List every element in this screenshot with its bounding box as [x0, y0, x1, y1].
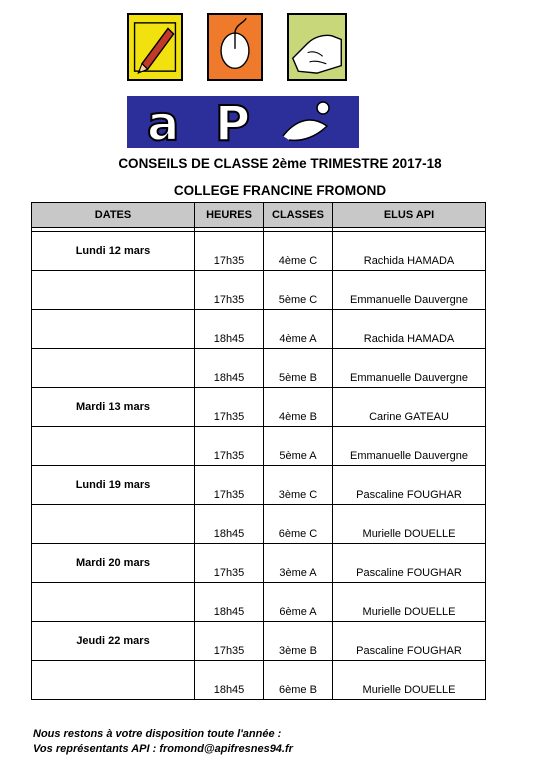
table-header-row [32, 203, 486, 228]
time-cell: 18h45 [195, 583, 264, 622]
column-header-classes: CLASSES [264, 203, 333, 228]
time-cell: 17h35 [195, 622, 264, 661]
table-row [32, 466, 486, 505]
elu-cell: Murielle DOUELLE [333, 505, 486, 544]
date-cell [32, 661, 195, 700]
date-cell [32, 427, 195, 466]
date-cell [32, 583, 195, 622]
api-logo [127, 13, 359, 148]
class-cell: 4ème C [264, 232, 333, 271]
elu-cell: Murielle DOUELLE [333, 661, 486, 700]
class-cell: 4ème B [264, 388, 333, 427]
class-cell: 6ème A [264, 583, 333, 622]
elu-cell: Emmanuelle Dauvergne [333, 427, 486, 466]
date-cell: Mardi 20 mars [32, 544, 195, 583]
table-row [32, 427, 486, 466]
pencil-icon [127, 13, 183, 81]
class-cell: 4ème A [264, 310, 333, 349]
table-row [32, 622, 486, 661]
class-cell: 3ème C [264, 466, 333, 505]
time-cell: 17h35 [195, 544, 264, 583]
logo-letter-p: P [215, 96, 251, 148]
column-header-heures: HEURES [195, 203, 264, 228]
page-title: CONSEILS DE CLASSE 2ème TRIMESTRE 2017-18 [118, 156, 442, 171]
date-cell [32, 271, 195, 310]
class-cell: 5ème A [264, 427, 333, 466]
date-cell: Lundi 12 mars [32, 232, 195, 271]
class-cell: 3ème A [264, 544, 333, 583]
time-cell: 18h45 [195, 310, 264, 349]
time-cell: 17h35 [195, 427, 264, 466]
api-banner [127, 96, 359, 148]
date-cell [32, 505, 195, 544]
column-header-elus: ELUS API [333, 203, 486, 228]
elu-cell: Pascaline FOUGHAR [333, 622, 486, 661]
table-row [32, 661, 486, 700]
logo-letter-a: a [147, 96, 180, 148]
class-cell: 5ème B [264, 349, 333, 388]
mouse-icon [207, 13, 263, 81]
footer-note: Nous restons à votre disposition toute l'année : [33, 728, 282, 740]
elu-cell: Rachida HAMADA [333, 310, 486, 349]
time-cell: 18h45 [195, 661, 264, 700]
time-cell: 17h35 [195, 466, 264, 505]
table-row [32, 388, 486, 427]
class-cell: 3ème B [264, 622, 333, 661]
date-cell [32, 310, 195, 349]
time-cell: 18h45 [195, 505, 264, 544]
table-row [32, 349, 486, 388]
table-row [32, 310, 486, 349]
class-cell: 5ème C [264, 271, 333, 310]
elu-cell: Rachida HAMADA [333, 232, 486, 271]
hand-icon [287, 13, 347, 81]
date-cell: Jeudi 22 mars [32, 622, 195, 661]
date-cell: Mardi 13 mars [32, 388, 195, 427]
time-cell: 18h45 [195, 349, 264, 388]
page-subtitle: COLLEGE FRANCINE FROMOND [173, 183, 387, 198]
elu-cell: Pascaline FOUGHAR [333, 544, 486, 583]
elu-cell: Emmanuelle Dauvergne [333, 271, 486, 310]
class-cell: 6ème C [264, 505, 333, 544]
elu-cell: Pascaline FOUGHAR [333, 466, 486, 505]
table-row [32, 232, 486, 271]
table-row [32, 583, 486, 622]
time-cell: 17h35 [195, 271, 264, 310]
class-cell: 6ème B [264, 661, 333, 700]
time-cell: 17h35 [195, 232, 264, 271]
time-cell: 17h35 [195, 388, 264, 427]
table-row [32, 505, 486, 544]
footer-contact: Vos représentants API : fromond@apifresnes94.fr [33, 743, 293, 755]
table-row [32, 271, 486, 310]
elu-cell: Emmanuelle Dauvergne [333, 349, 486, 388]
column-header-dates: DATES [32, 203, 195, 228]
date-cell: Lundi 19 mars [32, 466, 195, 505]
table-row [32, 544, 486, 583]
date-cell [32, 349, 195, 388]
schedule-table [31, 202, 486, 700]
elu-cell: Carine GATEAU [333, 388, 486, 427]
elu-cell: Murielle DOUELLE [333, 583, 486, 622]
